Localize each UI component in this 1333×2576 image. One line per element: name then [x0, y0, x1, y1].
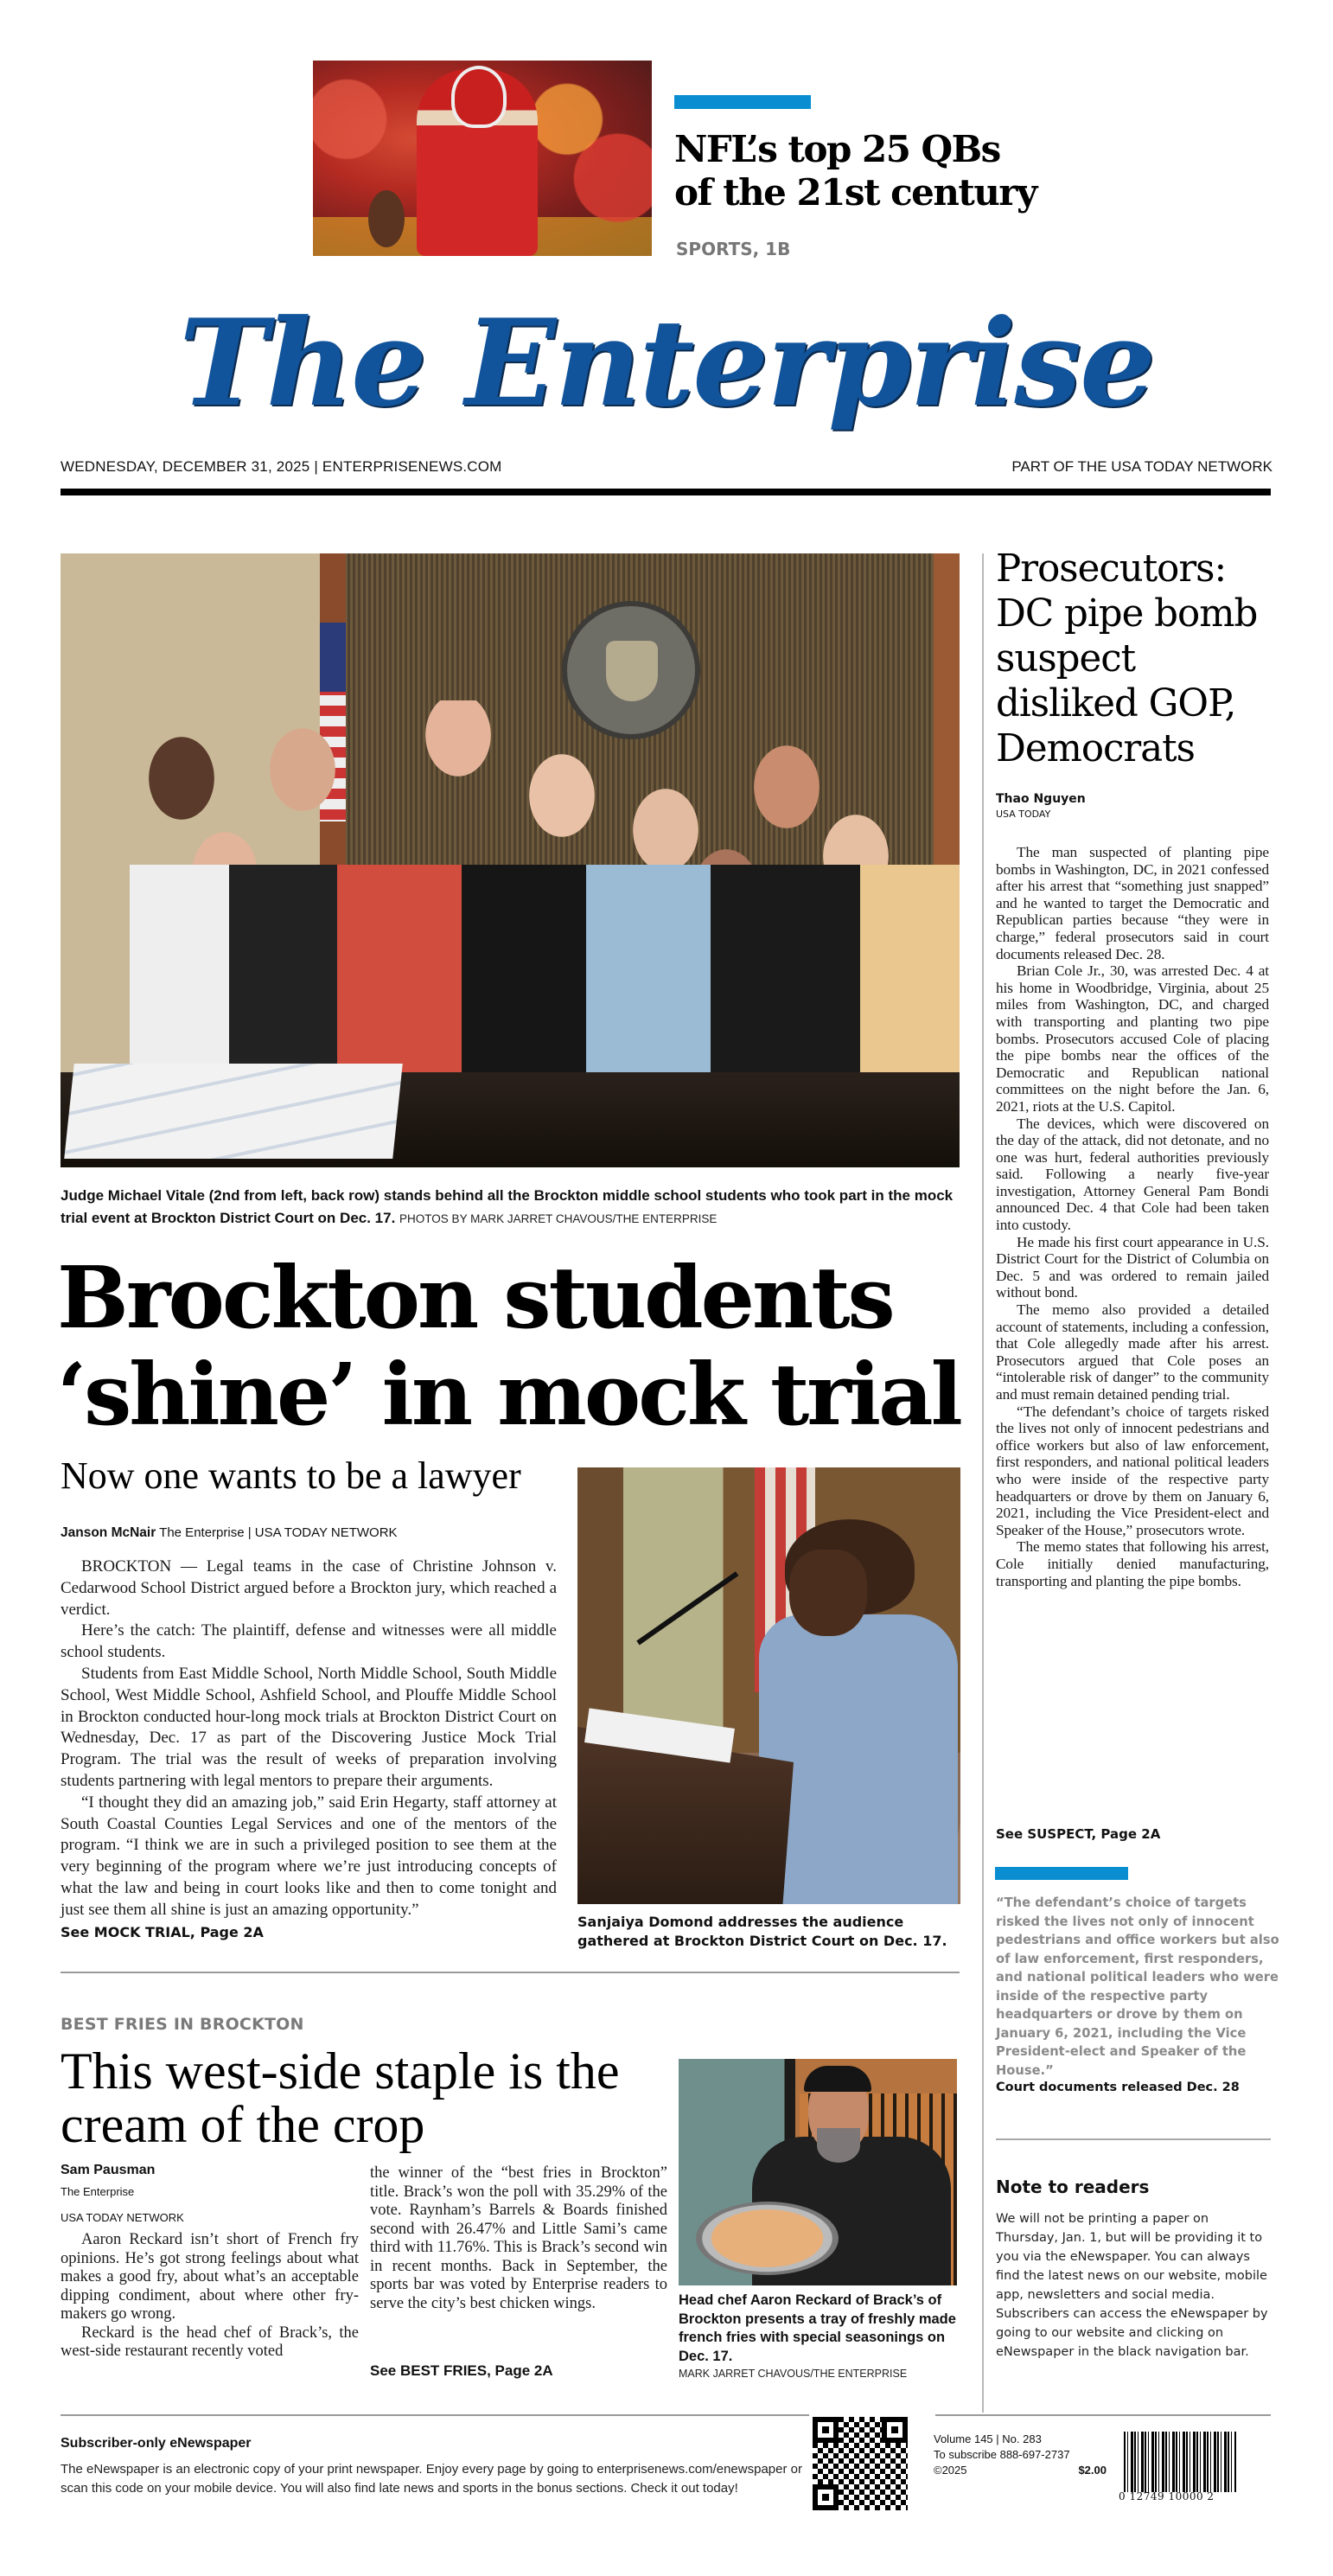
column-divider: [982, 553, 984, 2413]
masthead: [0, 292, 1333, 433]
enewspaper-title: Subscriber-only eNewspaper: [61, 2436, 252, 2451]
author-org: USA TODAY: [996, 809, 1051, 820]
paragraph: Reckard is the head chef of Brack’s, the west-side restaurant recently voted: [61, 2324, 359, 2360]
barcode-icon: [1124, 2432, 1236, 2492]
chef-photo-credit: MARK JARRET CHAVOUS/THE ENTERPRISE: [679, 2368, 908, 2380]
paragraph: “The defendant’s choice of targets risked the lives not only of innocent pedestrians and office workers but also of law enforcement, first responders, and national political leaders who were inside of the respective party headquarters or drove by them on January 6, 2021, including the Vice President-elect and Speaker of the House,” prosecutors wrote.: [996, 1403, 1269, 1538]
dateline-separator: |: [314, 458, 318, 475]
footer-rule: [61, 2414, 809, 2416]
notice-body: We will not be printing a paper on Thursday, Jan. 1, but will be providing it to you via the eNewspaper. You can always find the latest news on our website, mobile app, newsletters and social media. Subscribers can access the eNewspaper by going to our website and clicking on eNewspaper in the black navigation bar.: [996, 2212, 1268, 2359]
chef-photo[interactable]: [679, 2059, 957, 2285]
fries-headline[interactable]: This west-side staple is the cream of the crop: [61, 2042, 620, 2153]
lead-photo[interactable]: [61, 553, 960, 1167]
author-name: Thao Nguyen: [996, 792, 1086, 806]
paragraph: Brian Cole Jr., 30, was arrested Dec. 4 at his home in Woodbridge, Virginia, about 25 miles from Washington, DC, and charged with transporting and planting two pipe bombs. Prosecutors accused Cole of placing the pipe bombs near the offices of the Democratic and Republican national committees on the night before the Jan. 6, 2021, riots at the U.S. Capitol.: [996, 962, 1269, 1115]
subscribe-phone: To subscribe 888-697-2737: [934, 2448, 1070, 2461]
dateline: [61, 458, 502, 476]
author-name: Janson McNair: [61, 1525, 156, 1540]
author-org: The Enterprise: [61, 2185, 135, 2198]
author-affiliation: The Enterprise | USA TODAY NETWORK: [159, 1525, 398, 1540]
photo-cap: [804, 2066, 871, 2092]
notice-title: Note to readers: [996, 2176, 1150, 2197]
lead-headline-line2: ‘shine’ in mock trial: [57, 1346, 960, 1445]
teaser-photo[interactable]: [313, 61, 652, 256]
jump-link-suspect[interactable]: See SUSPECT, Page 2A: [996, 1826, 1161, 1842]
caption-text: Judge Michael Vitale (2nd from left, back row) stands behind all the Brockton middle school students who took part in the mock trial event at Brockton District Court on Dec. 17.: [61, 1187, 954, 1226]
pull-quote-accent-bar: [995, 1867, 1128, 1880]
teaser-headline-line1: NFL’s top 25 QBs: [674, 128, 1000, 170]
paragraph: He made his first court appearance in U.S. District Court for the District of Columbia on Dec. 5 and was ordered to remain jailed without bond.: [996, 1233, 1269, 1301]
teaser-headline-line2: of the 21st century: [674, 171, 1036, 214]
lead-story-body: [61, 1556, 557, 1921]
qr-finder: [813, 2484, 839, 2510]
teaser-accent-bar: [674, 95, 811, 109]
issue-info: [934, 2432, 1107, 2478]
teaser-headline[interactable]: [674, 128, 1036, 214]
pull-quote-source: Court documents released Dec. 28: [996, 2081, 1240, 2094]
paragraph: The memo states that following his arrest, Cole initially denied manufacturing, transporting and planting the pipe bombs.: [996, 1538, 1269, 1589]
paragraph: “I thought they did an amazing job,” said Erin Hegarty, staff attorney at South Coastal Counties Legal Services and one of the mentors of the program. “I think we are in such a privileged position to see them at the very beginning of the program where we’re just introducing concepts of what the law and being in court looks like and then to come tonight and just see them all shine is just an amazing opportunity.”: [61, 1793, 557, 1919]
lead-subhead: Now one wants to be a lawyer: [61, 1454, 521, 1497]
teaser-section-label: SPORTS, 1B: [676, 239, 791, 259]
pull-quote: “The defendant’s choice of targets risked the lives not only of innocent pedestrians and office workers but also of law enforcement, first responders, and national political leaders who were inside of the respective party headquarters or drove by them on January 6, 2021, including the Vice President-elect and Speaker of the House.”: [996, 1895, 1279, 2078]
photo-beard: [817, 2128, 860, 2163]
photo-shirt: [759, 1614, 958, 1904]
speaker-photo-caption: Sanjaiya Domond addresses the audience gathered at Brockton District Court on Dec. 17.: [577, 1914, 947, 1949]
barcode-number: 0 12749 10000 2: [1119, 2490, 1215, 2502]
masthead-rule: [61, 489, 1271, 495]
jump-link-best-fries[interactable]: See BEST FRIES, Page 2A: [370, 2362, 553, 2379]
issue-date: WEDNESDAY, DECEMBER 31, 2025: [61, 458, 310, 475]
photo-football: [368, 190, 405, 247]
price-row: [934, 2463, 1107, 2478]
paragraph: Here’s the catch: The plaintiff, defense and witnesses were all middle school students.: [61, 1621, 557, 1662]
network-label: PART OF THE USA TODAY NETWORK: [1011, 458, 1272, 475]
photo-credit: PHOTOS BY MARK JARRET CHAVOUS/THE ENTERPRISE: [399, 1212, 718, 1225]
lead-headline[interactable]: [57, 1250, 973, 1444]
fries-story-col2: [370, 2164, 667, 2313]
newspaper-title: The Enterprise: [179, 292, 1154, 433]
price: $2.00: [1078, 2464, 1107, 2477]
volume-number: Volume 145 | No. 283: [934, 2432, 1042, 2445]
author-network: USA TODAY NETWORK: [61, 2211, 184, 2224]
speaker-photo[interactable]: [577, 1467, 960, 1904]
lead-byline: [61, 1525, 398, 1541]
website-link[interactable]: ENTERPRISENEWS.COM: [322, 458, 502, 475]
photo-papers: [64, 1064, 403, 1159]
side-headline[interactable]: Prosecutors: DC pipe bomb suspect disliked GOP, Democrats: [996, 547, 1258, 770]
paragraph: Students from East Middle School, North Middle School, South Middle School, West Middle School, Ashfield School, and Plouffe Middle School in Brockton conducted hour-long mock trials at Brockton District Court on Wednesday, Dec. 17 as part of the Discovering Justice Mock Trial Program. The trial was the result of weeks of preparation involving students partnering with legal mentors to prepare their arguments.: [61, 1664, 557, 1790]
chef-photo-caption: Head chef Aaron Reckard of Brack’s of Brockton presents a tray of freshly made french fries with special seasonings on Dec. 17.: [679, 2292, 956, 2364]
lead-headline-line1: Brockton students: [57, 1249, 893, 1348]
photo-helmet: [451, 66, 507, 128]
author-name: Sam Pausman: [61, 2163, 156, 2177]
paragraph: the winner of the “best fries in Brockton” title. Brack’s won the poll with 35.29% of the vote. Raynham’s Barrels & Boards finished second with 26.47% and Little Sami’s came third with 11.76%. This is Brack’s second win in recent months. Back in September, the sports bar was voted by Enterprise readers to serve the city’s best chicken wings.: [370, 2164, 667, 2312]
notice-divider: [996, 2138, 1271, 2140]
lead-photo-caption: [61, 1185, 960, 1230]
jump-link-mock-trial[interactable]: See MOCK TRIAL, Page 2A: [61, 1924, 264, 1940]
section-divider: [61, 1972, 960, 1973]
enewspaper-body: The eNewspaper is an electronic copy of your print newspaper. Enjoy every page by going to enterprisenews.com/enewspaper or scan this code on your mobile device. You will also find late news and sports in the bonus sections. Check it out today!: [61, 2462, 802, 2496]
footer-rule-right: [935, 2414, 1271, 2416]
fries-byline: [61, 2162, 184, 2231]
qr-finder: [813, 2417, 839, 2443]
qr-code-icon[interactable]: [813, 2417, 908, 2510]
photo-face: [789, 1550, 867, 1636]
fries-kicker: BEST FRIES IN BROCKTON: [61, 2015, 304, 2034]
paragraph: Aaron Reckard isn’t short of French fry opinions. He’s got strong feelings about what makes a good fry, about what’s an acceptable dipping condiment, about where other fry-makers go wrong.: [61, 2231, 359, 2323]
side-byline: [996, 790, 1086, 821]
paragraph: BROCKTON — Legal teams in the case of Christine Johnson v. Cedarwood School District argued before a Brockton jury, which reached a verdict.: [61, 1557, 557, 1619]
paragraph: The devices, which were discovered on the day of the attack, did not detonate, and no one was hurt, federal authorities previously said. Following a nearly five-year investigation, Attorney General Pam Bondi announced Dec. 4 that Cole had been taken into custody.: [996, 1115, 1269, 1234]
side-story-body: [996, 844, 1269, 1589]
qr-finder: [882, 2417, 908, 2443]
copyright: ©2025: [934, 2464, 967, 2477]
fries-story-col1: [61, 2231, 359, 2362]
microphone-icon: [636, 1571, 738, 1645]
paragraph: The memo also provided a detailed account of statements, including a confession, that Cole allegedly made after his arrest. Prosecutors argued that Cole poses an “intolerable risk of danger” to the community and must remain detained pending trial.: [996, 1301, 1269, 1403]
photo-fries-tray: [696, 2202, 839, 2275]
paragraph: The man suspected of planting pipe bombs in Washington, DC, in 2021 confessed after his arrest that “something just snapped” and he wanted to target the Democratic and Republican parties because “they were in charge,” federal prosecutors said in court documents released Dec. 28.: [996, 844, 1269, 962]
